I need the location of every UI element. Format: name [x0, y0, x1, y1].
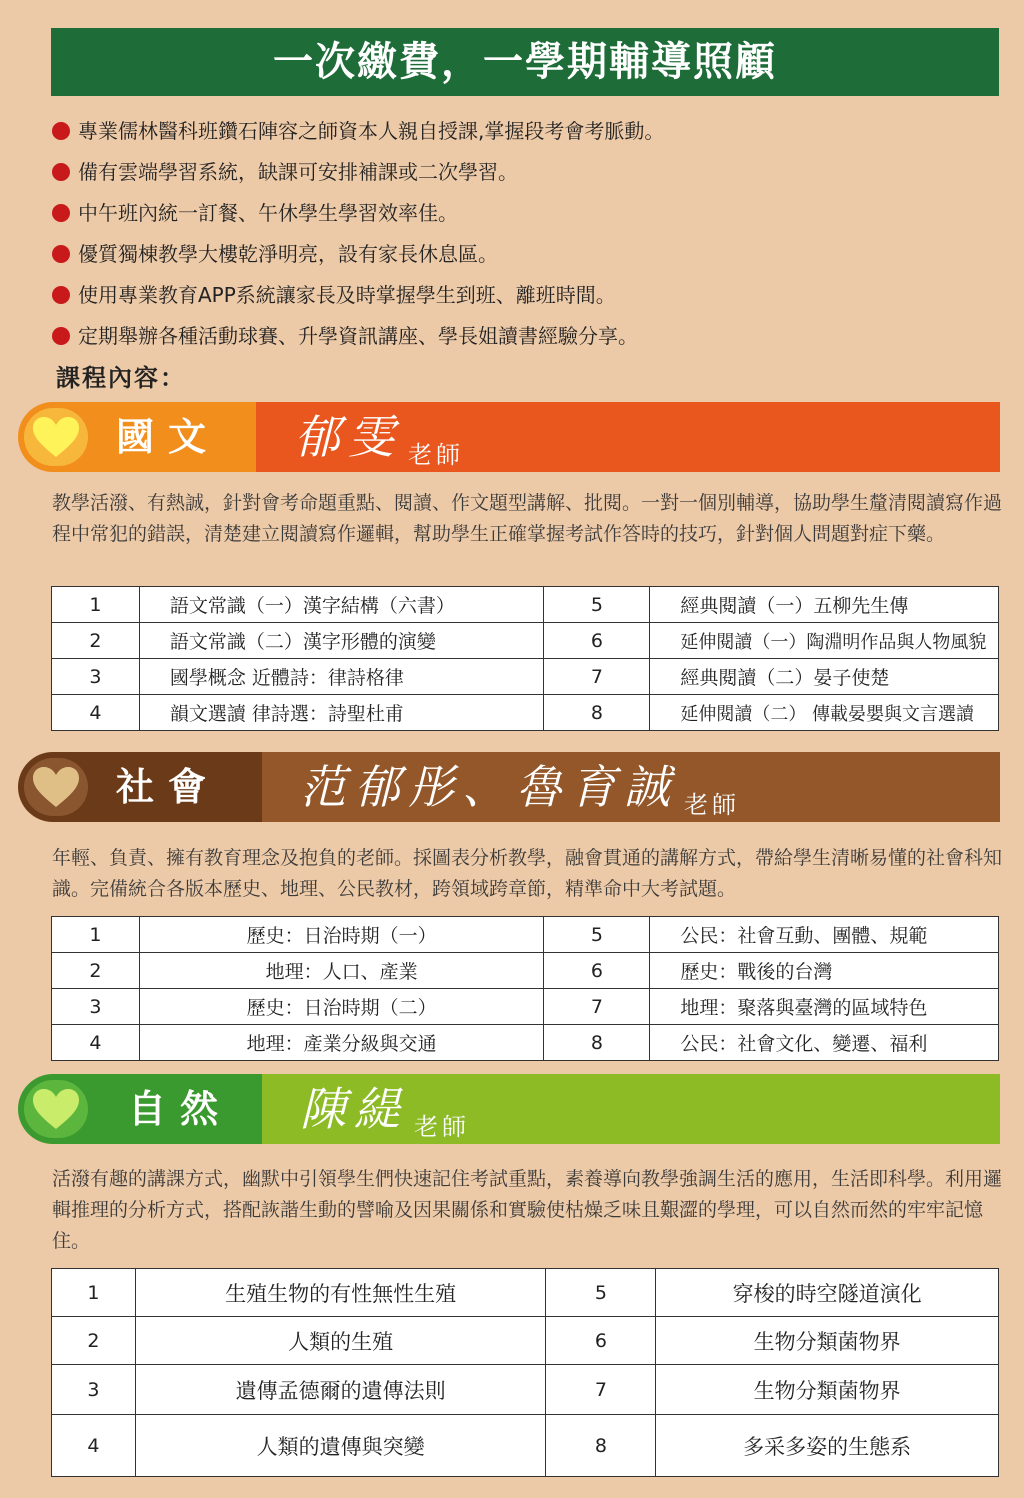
banner-title: 一次繳費，一學期輔導照顧	[51, 28, 999, 96]
table-row	[52, 587, 999, 623]
bullet-dot-icon	[52, 163, 70, 181]
lesson-number: 8	[546, 1415, 656, 1477]
bullet-dot-icon	[52, 327, 70, 345]
lesson-number: 7	[544, 989, 650, 1025]
lesson-number: 7	[546, 1365, 656, 1415]
subject-bar-social	[18, 752, 1000, 822]
lesson-number: 1	[52, 1269, 136, 1317]
course-table-chinese	[51, 586, 999, 731]
lesson-title: 國學概念 近體詩：律詩格律	[139, 659, 544, 695]
teacher-zone	[256, 402, 1000, 472]
course-table-social	[51, 916, 999, 1061]
subject-cap	[18, 752, 262, 822]
lesson-number: 3	[52, 659, 140, 695]
lesson-number: 7	[544, 659, 650, 695]
lesson-title: 韻文選讀 律詩選：詩聖杜甫	[139, 695, 544, 731]
lesson-title: 生物分類菌物界	[656, 1317, 999, 1365]
feature-item	[52, 110, 992, 151]
bullet-dot-icon	[52, 122, 70, 140]
subject-cap	[18, 402, 256, 472]
subject-bar-science	[18, 1074, 1000, 1144]
heart-icon	[24, 408, 88, 466]
table-row	[52, 695, 999, 731]
subject-cap	[18, 1074, 262, 1144]
teacher-zone	[262, 1074, 1000, 1144]
teacher-suffix: 老師	[684, 791, 740, 819]
feature-text: 專業儒林醫科班鑽石陣容之師資本人親自授課,掌握段考會考脈動。	[78, 118, 665, 143]
lesson-title: 經典閱讀（一）五柳先生傳	[650, 587, 999, 623]
feature-text: 備有雲端學習系統，缺課可安排補課或二次學習。	[78, 159, 518, 184]
lesson-title: 多采多姿的生態系	[656, 1415, 999, 1477]
lesson-number: 2	[52, 1317, 136, 1365]
lesson-title: 公民：社會互動、團體、規範	[650, 917, 999, 953]
lesson-number: 8	[544, 695, 650, 731]
table-row	[52, 917, 999, 953]
bullet-dot-icon	[52, 245, 70, 263]
heart-icon	[24, 1080, 88, 1138]
table-row	[52, 989, 999, 1025]
lesson-title: 地理：人口、產業	[139, 953, 544, 989]
subject-description: 活潑有趣的講課方式，幽默中引領學生們快速記住考試重點，素養導向教學強調生活的應用，生活即科學。利用邏輯推理的分析方式，搭配詼諧生動的譬喻及因果關係和實驗使枯燥乏味且艱澀的學理，可以自然而然的牢牢記憶住。	[52, 1168, 1003, 1252]
course-table-science	[51, 1268, 999, 1477]
lesson-title: 公民：社會文化、變遷、福利	[650, 1025, 999, 1061]
subject-description: 年輕、負責、擁有教育理念及抱負的老師。採圖表分析教學，融會貫通的講解方式，帶給學生清晰易懂的社會科知識。完備統合各版本歷史、地理、公民教材，跨領域跨章節，精準命中大考試題。	[52, 847, 1003, 900]
teacher-suffix: 老師	[414, 1113, 470, 1141]
lesson-number: 2	[52, 623, 140, 659]
lesson-number: 4	[52, 1025, 140, 1061]
feature-item	[52, 274, 992, 315]
feature-text: 優質獨棟教學大樓乾淨明亮，設有家長休息區。	[78, 241, 498, 266]
teacher-zone	[262, 752, 1000, 822]
course-heading: 課程內容：	[56, 364, 186, 392]
feature-list	[52, 110, 992, 356]
lesson-number: 1	[52, 587, 140, 623]
lesson-title: 歷史：日治時期（一）	[139, 917, 544, 953]
subject-name: 自然	[128, 1087, 233, 1131]
lesson-title: 人類的遺傳與突變	[135, 1415, 546, 1477]
lesson-title: 歷史：日治時期（二）	[139, 989, 544, 1025]
heart-icon	[24, 758, 88, 816]
lesson-title: 語文常識（一）漢字結構（六書）	[139, 587, 544, 623]
lesson-title: 生殖生物的有性無性生殖	[135, 1269, 546, 1317]
subject-name: 社會	[116, 765, 221, 809]
feature-item	[52, 315, 992, 356]
lesson-number: 6	[544, 953, 650, 989]
feature-item	[52, 192, 992, 233]
table-row	[52, 953, 999, 989]
lesson-number: 1	[52, 917, 140, 953]
table-row	[52, 623, 999, 659]
lesson-title: 經典閱讀（二）晏子使楚	[650, 659, 999, 695]
table-row	[52, 1415, 999, 1477]
lesson-number: 2	[52, 953, 140, 989]
feature-text: 中午班內統一訂餐、午休學生學習效率佳。	[78, 200, 458, 225]
lesson-number: 4	[52, 1415, 136, 1477]
lesson-number: 6	[544, 623, 650, 659]
bullet-dot-icon	[52, 204, 70, 222]
subject-description: 教學活潑、有熱誠，針對會考命題重點、閱讀、作文題型講解、批閱。一對一個別輔導，協助學生釐清閱讀寫作過程中常犯的錯誤，清楚建立閱讀寫作邏輯，幫助學生正確掌握考試作答時的技巧，針對個人問題對症下藥。	[52, 492, 1003, 545]
lesson-title: 穿梭的時空隧道演化	[656, 1269, 999, 1317]
subject-bar-chinese	[18, 402, 1000, 472]
lesson-title: 歷史：戰後的台灣	[650, 953, 999, 989]
table-row	[52, 659, 999, 695]
feature-item	[52, 233, 992, 274]
lesson-number: 5	[544, 587, 650, 623]
lesson-number: 3	[52, 1365, 136, 1415]
table-row	[52, 1365, 999, 1415]
lesson-title: 地理：聚落與臺灣的區域特色	[650, 989, 999, 1025]
teacher-suffix: 老師	[408, 441, 464, 469]
lesson-title: 地理：產業分級與交通	[139, 1025, 544, 1061]
teacher-name: 范郁彤、魯育誠 $_{老師}$	[300, 760, 740, 819]
lesson-number: 4	[52, 695, 140, 731]
lesson-number: 8	[544, 1025, 650, 1061]
lesson-number: 5	[544, 917, 650, 953]
lesson-title: 生物分類菌物界	[656, 1365, 999, 1415]
table-row	[52, 1317, 999, 1365]
lesson-title: 遺傳孟德爾的遺傳法則	[135, 1365, 546, 1415]
lesson-number: 5	[546, 1269, 656, 1317]
feature-text: 定期舉辦各種活動球賽、升學資訊講座、學長姐讀書經驗分享。	[78, 323, 638, 348]
lesson-number: 3	[52, 989, 140, 1025]
lesson-title: 語文常識（二）漢字形體的演變	[139, 623, 544, 659]
table-row	[52, 1269, 999, 1317]
table-row	[52, 1025, 999, 1061]
feature-text: 使用專業教育APP系統讓家長及時掌握學生到班、離班時間。	[78, 282, 616, 307]
lesson-number: 6	[546, 1317, 656, 1365]
subject-name: 國文	[116, 415, 221, 459]
feature-item	[52, 151, 992, 192]
bullet-dot-icon	[52, 286, 70, 304]
lesson-title: 人類的生殖	[135, 1317, 546, 1365]
teacher-name: 陳緹 $_{老師}$	[300, 1082, 470, 1141]
lesson-title: 延伸閱讀（一）陶淵明作品與人物風貌	[650, 623, 999, 659]
teacher-name: 郁雯 $_{老師}$	[294, 410, 464, 469]
lesson-title: 延伸閱讀（二） 傳載晏嬰與文言選讀	[650, 695, 999, 731]
